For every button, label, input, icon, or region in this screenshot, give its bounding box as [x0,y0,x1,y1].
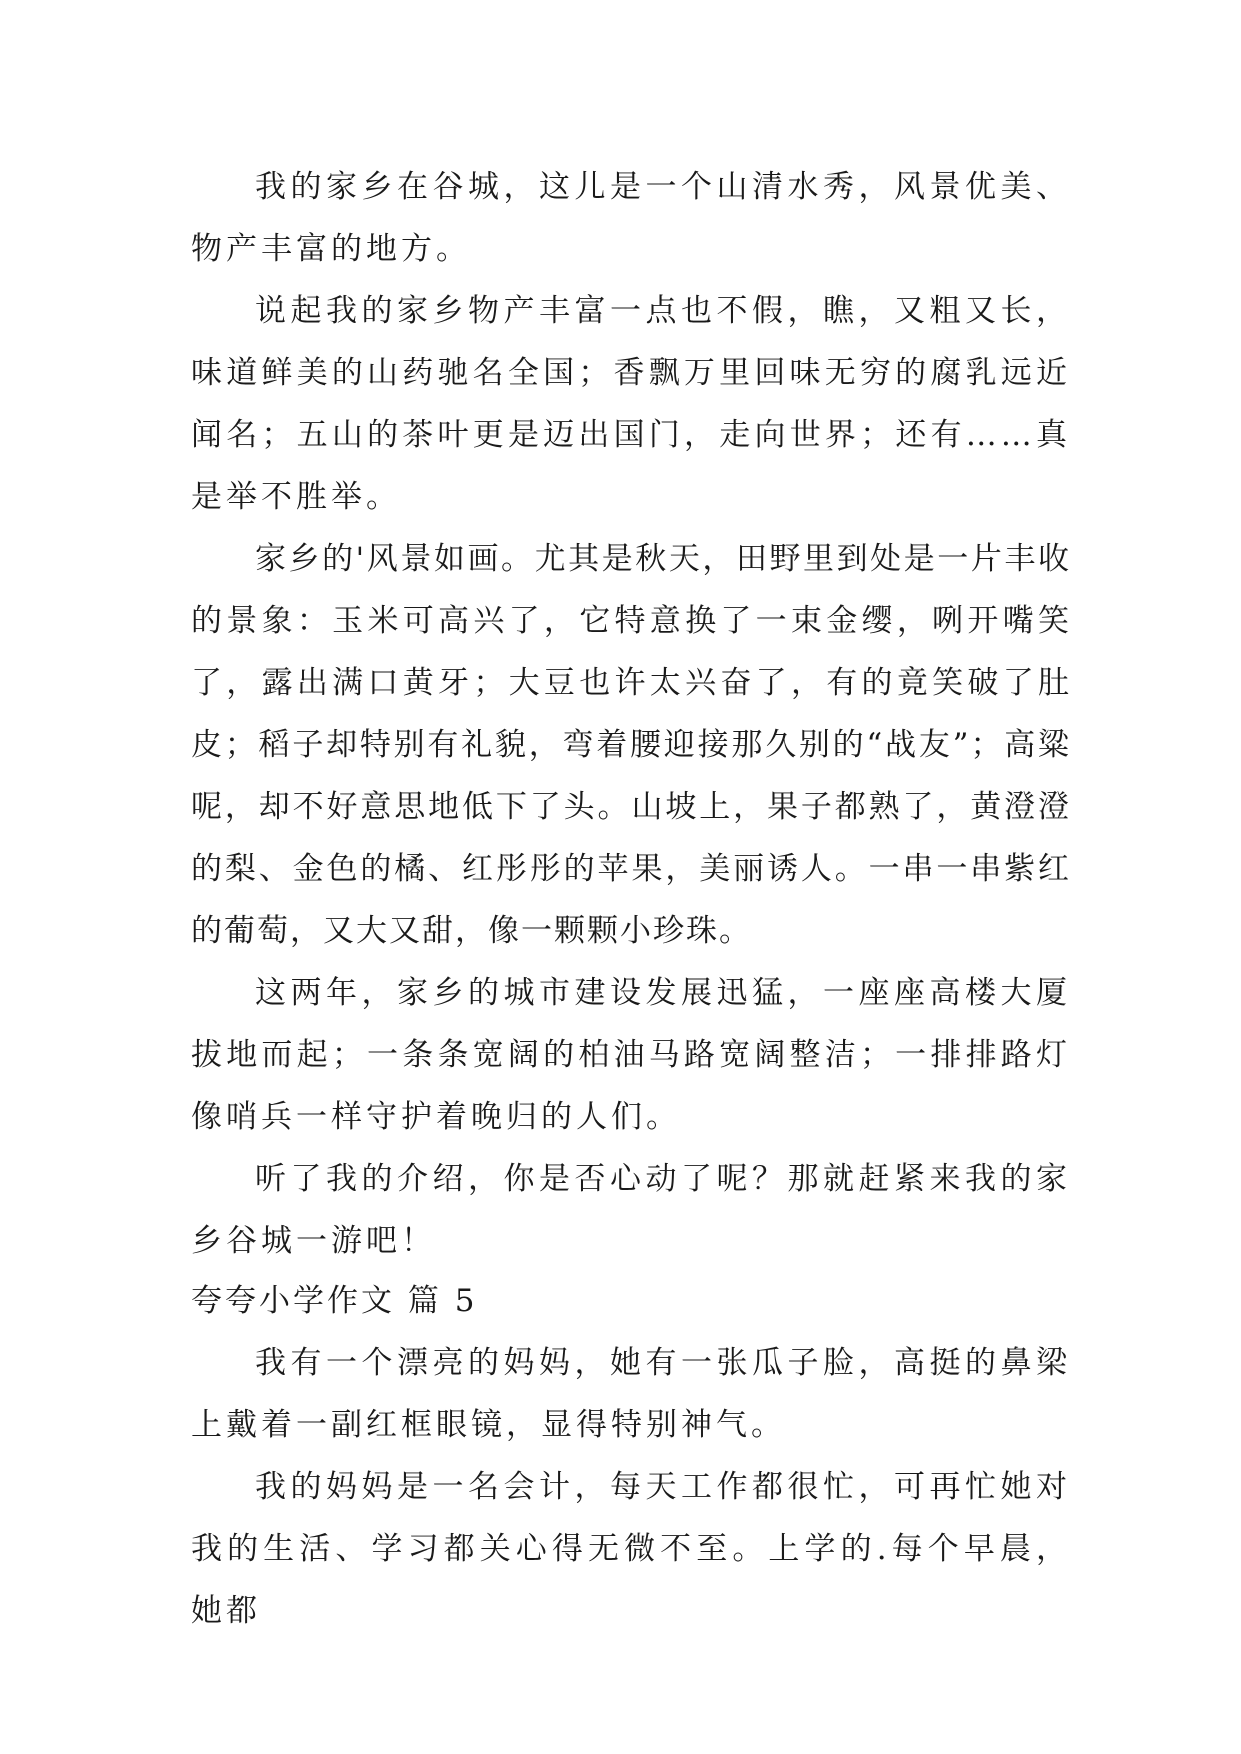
paragraph-hometown-intro: 我的家乡在谷城，这儿是一个山清水秀，风景优美、物产丰富的地方。 [191,169,1071,267]
paragraph-mother-appearance: 我有一个漂亮的妈妈，她有一张瓜子脸，高挺的鼻梁上戴着一副红框眼镜，显得特别神气。 [191,1345,1071,1443]
paragraph-local-products: 说起我的家乡物产丰富一点也不假，瞧，又粗又长，味道鲜美的山药驰名全国；香飘万里回味无穷的腐乳远近闻名；五山的茶叶更是迈出国门，走向世界；还有……真是举不胜举。 [191,293,1071,515]
section-title: 夸夸小学作文 篇 5 [191,1283,478,1319]
essay-body-bottom [191,1270,1071,1642]
paragraph-city-development: 这两年，家乡的城市建设发展迅猛，一座座高楼大厦拔地而起；一条条宽阔的柏油马路宽阔整洁；一排排路灯像哨兵一样守护着晚归的人们。 [191,975,1071,1135]
paragraph-autumn-scenery: 家乡的'风景如画。尤其是秋天，田野里到处是一片丰收的景象：玉米可高兴了，它特意换了一束金缨，咧开嘴笑了，露出满口黄牙；大豆也许太兴奋了，有的竟笑破了肚皮；稻子却特别有礼貌，弯着腰迎接那久别的“战友”；高粱呢，却不好意思地低下了头。山坡上，果子都熟了，黄澄澄的梨、金色的橘、红彤彤的苹果，美丽诱人。一串一串紫红的葡萄，又大又甜，像一颗颗小珍珠。 [191,541,1071,949]
essay-body-top [191,156,1071,1272]
paragraph-mother-work: 我的妈妈是一名会计，每天工作都很忙，可再忙她对我的生活、学习都关心得无微不至。上学的.每个早晨，她都 [191,1469,1071,1629]
paragraph-invitation: 听了我的介绍，你是否心动了呢？那就赶紧来我的家乡谷城一游吧！ [191,1161,1071,1259]
